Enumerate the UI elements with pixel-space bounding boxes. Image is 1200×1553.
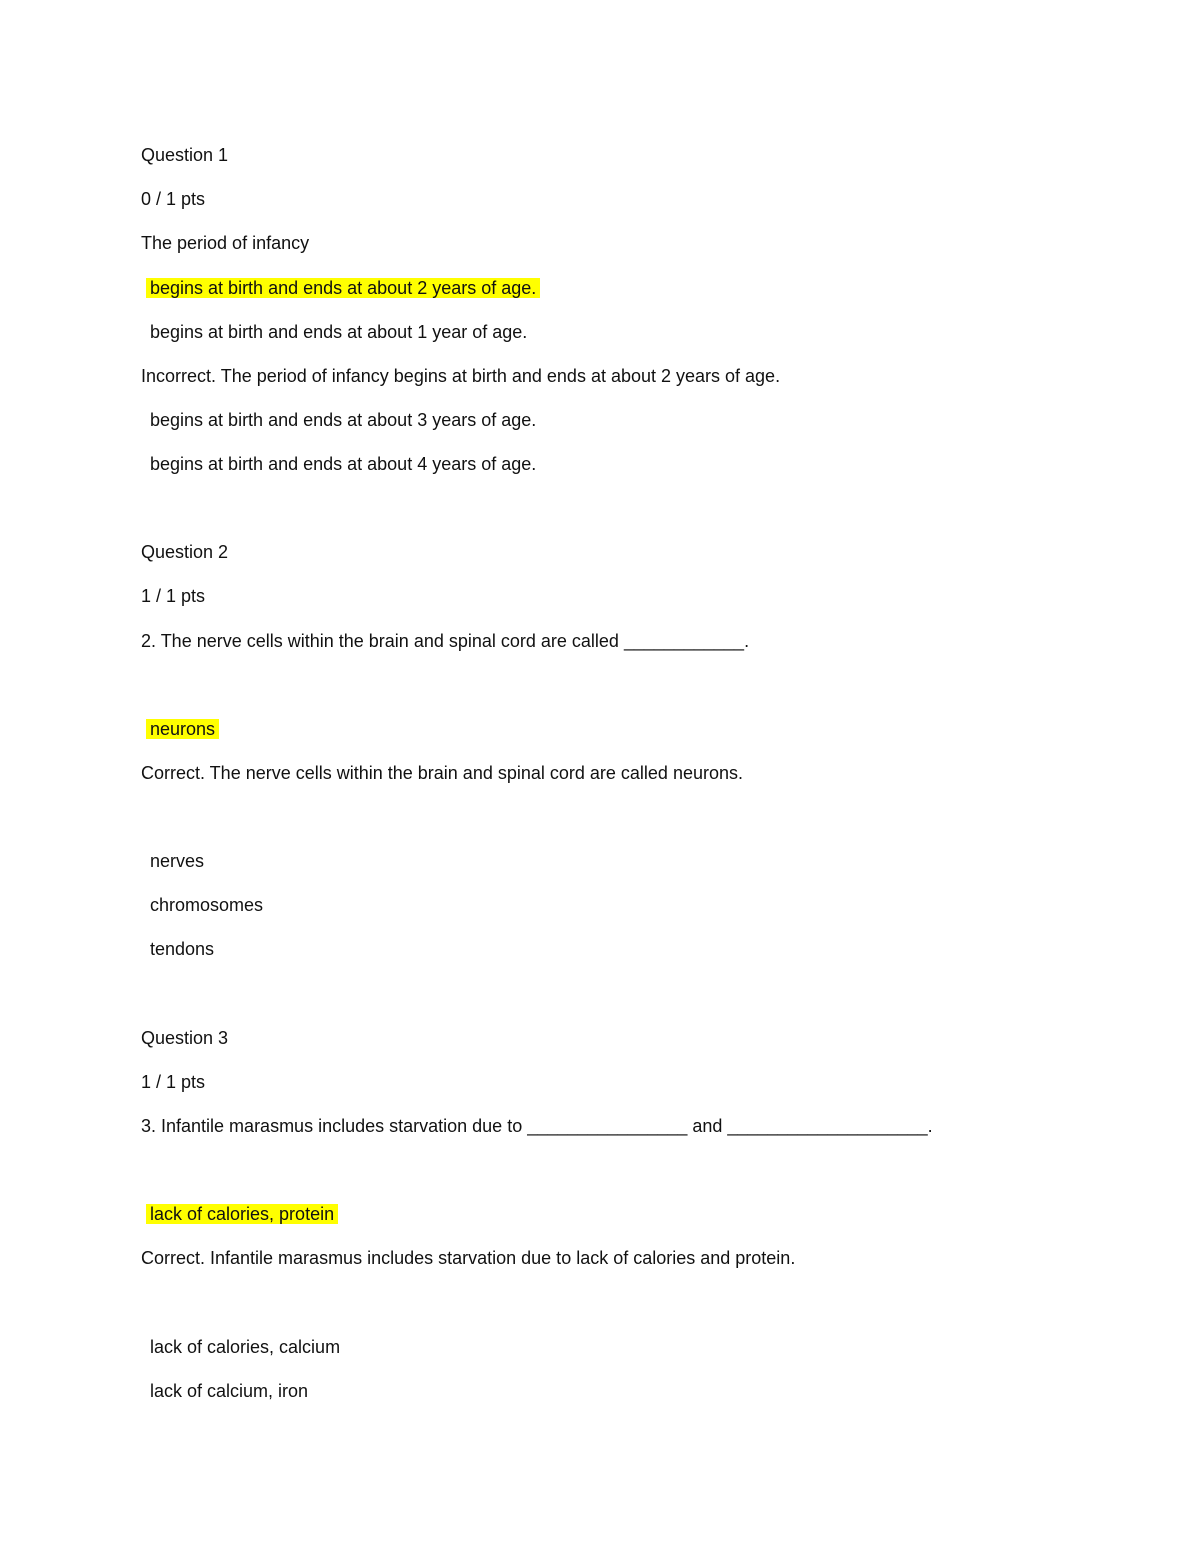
question-1-option-a-highlighted: begins at birth and ends at about 2 years of age. [146, 278, 540, 298]
question-2-option-a [150, 717, 219, 741]
question-2-title: Question 2 [141, 542, 229, 562]
question-1-feedback: Incorrect. The period of infancy begins at birth and ends at about 2 years of age. [141, 366, 781, 386]
question-3-title: Question 3 [141, 1028, 229, 1048]
question-3-option-a-highlighted: lack of calories, protein [146, 1204, 338, 1224]
question-1-option-a [150, 276, 540, 300]
question-3-option-a [150, 1202, 338, 1226]
question-2-option-a-highlighted: neurons [146, 719, 219, 739]
question-3-feedback: Correct. Infantile marasmus includes starvation due to lack of calories and protein. [141, 1248, 796, 1268]
question-3-prompt: 3. Infantile marasmus includes starvation due to ________________ and ____________________. [141, 1116, 933, 1136]
question-1-prompt: The period of infancy [141, 233, 310, 253]
question-3-option-c: lack of calcium, iron [150, 1381, 309, 1401]
question-2-option-b: nerves [150, 851, 205, 871]
question-2-prompt: 2. The nerve cells within the brain and spinal cord are called ____________. [141, 631, 750, 651]
question-2-feedback: Correct. The nerve cells within the brain and spinal cord are called neurons. [141, 763, 743, 783]
question-2-option-c: chromosomes [150, 895, 264, 915]
question-2-score: 1 / 1 pts [141, 586, 206, 606]
question-1-option-c: begins at birth and ends at about 3 years of age. [150, 410, 537, 430]
question-3-score: 1 / 1 pts [141, 1072, 206, 1092]
question-1-option-b: begins at birth and ends at about 1 year of age. [150, 322, 528, 342]
question-3-option-b: lack of calories, calcium [150, 1337, 341, 1357]
question-1-score: 0 / 1 pts [141, 189, 206, 209]
question-2-option-d: tendons [150, 939, 215, 959]
question-1-option-d: begins at birth and ends at about 4 years of age. [150, 454, 537, 474]
question-1-title: Question 1 [141, 145, 229, 165]
